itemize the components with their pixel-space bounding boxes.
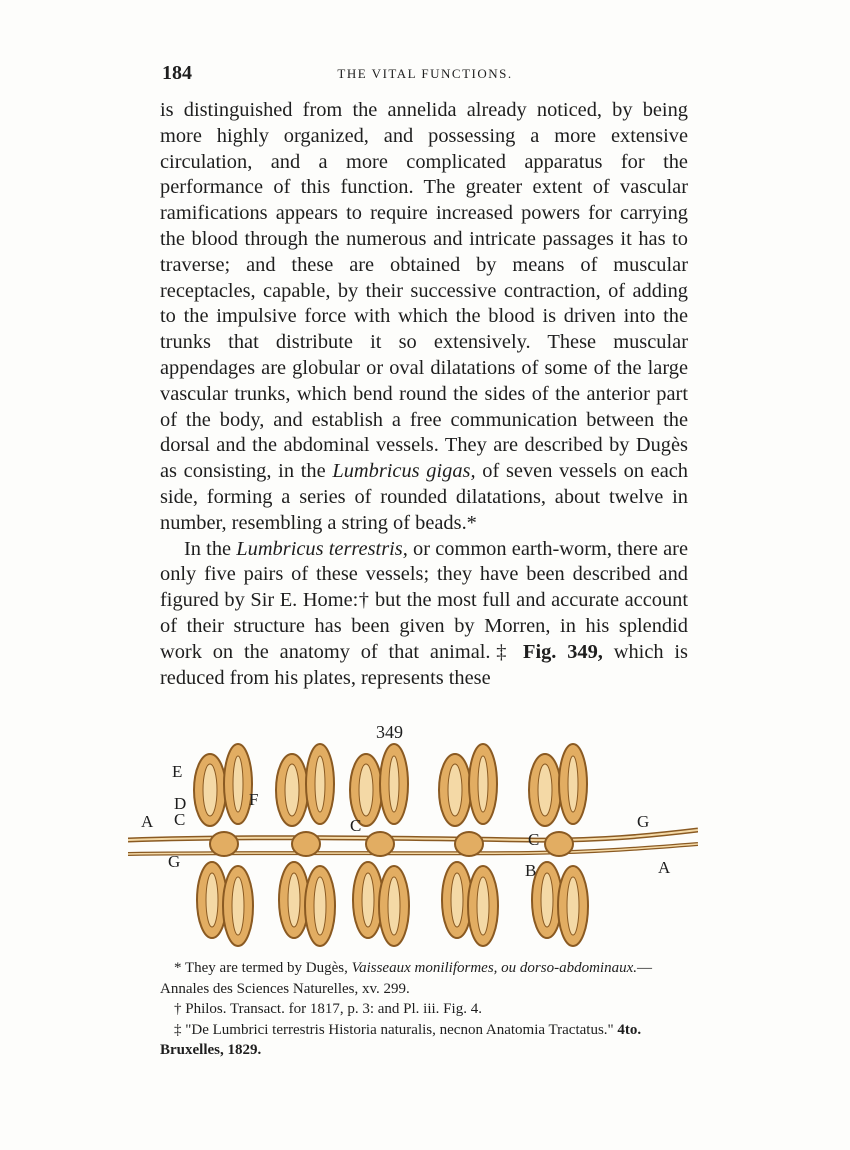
upper-dilatation-right-inner-3 [389, 756, 399, 812]
upper-dilatation-right-inner-1 [233, 756, 243, 812]
upper-dilatation-left-inner-4 [448, 764, 462, 816]
footnote-1-text-a: * They are termed by Dugès, [174, 960, 352, 976]
species-name-lumbricus-terrestris: Lumbricus terrestris, [236, 537, 408, 560]
figure-label-c-left: C [174, 810, 186, 829]
figure-label-g-right: G [637, 812, 650, 831]
figure-label-g-left: G [168, 852, 181, 871]
footnotes [160, 958, 688, 1061]
paragraph-1-text-a: is distinguished from the annelida already noticed, by being more highly organized, and possessing a more extensive circulation, and a more complicated apparatus for the performance of this function. The greater extent of vascular ramifications appears to require increased powers for carrying the blood through the numerous and intricate passages it has to traverse; and these are obtained by means of muscular receptacles, capable, by their successive contraction, of adding to the impulsive force with which the blood is driven into the trunks that distribute it so extensively. These muscular appendages are globular or oval dilatations of some of the large vascular trunks, which bend round the sides of the anterior part of the body, and establish a free communication between the dorsal and the abdominal vessels. They are described by Dugès as consisting, in the [160, 99, 688, 483]
page-header [162, 62, 688, 88]
footnote-3-bold: 4to. Bruxelles, 1829. [160, 1021, 642, 1058]
junction-bulb-4 [455, 832, 483, 856]
footnote-3 [160, 1020, 688, 1061]
paragraph-2 [160, 537, 688, 692]
lower-dilatation-right-inner-3 [388, 877, 400, 935]
junction-bulb-1 [210, 832, 238, 856]
junction-bulb-5 [545, 832, 573, 856]
figure-label-b: B [525, 861, 537, 880]
page-number: 184 [162, 62, 192, 84]
figure-label-c-right: C [528, 830, 540, 849]
upper-dilatation-right-inner-4 [478, 756, 488, 812]
footnote-3-text-a: ‡ "De Lumbrici terrestris Historia naturalis, necnon Anatomia Tractatus." [174, 1021, 618, 1038]
lower-dilatation-right-inner-5 [567, 877, 579, 935]
junction-bulb-3 [366, 832, 394, 856]
figure-label-a-left: A [141, 812, 154, 831]
lower-dilatation-right-inner-4 [477, 877, 489, 935]
species-name-lumbricus-gigas: Lumbricus gigas, [332, 460, 476, 483]
upper-dilatation-right-inner-5 [568, 756, 578, 812]
paragraph-1 [160, 98, 688, 537]
running-head: THE VITAL FUNCTIONS. [337, 66, 513, 81]
paragraph-2-text-b: or common earth-worm, there are only five pairs of these vessels; they have been described and figured by Sir E. Home:† but the most full and accurate account of their structure has been given by Morren, in his splendid work on the anatomy of that animal.‡ [160, 537, 689, 663]
upper-dilatation-left-inner-5 [538, 764, 552, 816]
figure-label-a-right: A [658, 858, 671, 877]
upper-dilatation-left-inner-3 [359, 764, 373, 816]
footnote-2: † Philos. Transact. for 1817, p. 3: and Pl. iii. Fig. 4. [174, 1001, 482, 1017]
figure-label-c-middle: C [350, 816, 362, 835]
upper-dilatation-left-inner-2 [285, 764, 299, 816]
body-text [160, 98, 688, 691]
lower-dilatation-left-inner-5 [541, 873, 553, 927]
lower-dilatation-left-inner-4 [451, 873, 463, 927]
footnote-1-italic: Vaisseaux moniliformes, ou dorso-abdominaux. [351, 960, 637, 976]
vessel-illustration [128, 740, 698, 952]
figure-number: 349 [376, 722, 403, 742]
figure-label-f: F [249, 790, 259, 809]
upper-dilatation-left-inner-1 [203, 764, 217, 816]
figure-349-illustration [128, 740, 698, 952]
figure-label-d: D [174, 794, 187, 813]
paragraph-1-text-b: of seven vessels on each side, forming a series of rounded dilatations, about twelve in number, resembling a string of beads.* [160, 460, 689, 534]
paragraph-2-text-c: which is reduced from his plates, represents these [160, 640, 688, 689]
lower-dilatation-left-inner-3 [362, 873, 374, 927]
footnote-1-text-b: —Annales des Sciences Naturelles, xv. 299. [160, 960, 652, 997]
lower-dilatation-left-inner-1 [206, 873, 218, 927]
upper-dilatation-right-inner-2 [315, 756, 325, 812]
junction-bulb-2 [292, 832, 320, 856]
figure-reference: Fig. 349, [522, 640, 603, 663]
lower-dilatation-right-inner-2 [314, 877, 326, 935]
paragraph-2-text-a: In the [184, 537, 237, 560]
footnote-1 [160, 958, 688, 999]
figure-label-e: E [172, 762, 183, 781]
lower-dilatation-right-inner-1 [232, 877, 244, 935]
lower-dilatation-left-inner-2 [288, 873, 300, 927]
